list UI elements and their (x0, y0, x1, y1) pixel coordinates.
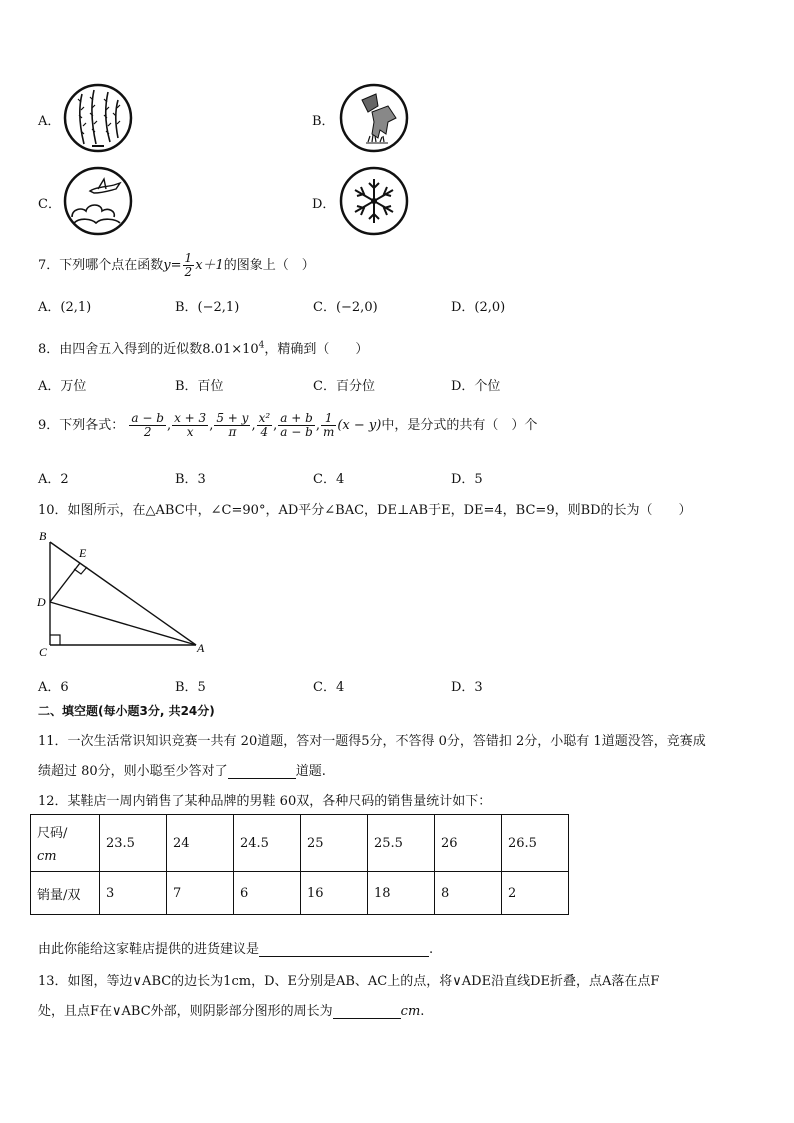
goose-over-clouds-icon (62, 165, 134, 241)
table-cell: 16 (301, 872, 368, 915)
table-cell: 26.5 (502, 815, 569, 872)
question-10: 10．如图所示，在△ABC中，∠C=90°，AD平分∠BAC，DE⊥AB于E，DE=4，BC=9，则BD的长为（ ） (38, 503, 692, 518)
q9-option-d: D．5 (451, 472, 483, 487)
umbrella-figure-icon (338, 82, 410, 158)
table-cell: 7 (167, 872, 234, 915)
point-c-label: C (39, 645, 48, 658)
size-header-cell: 尺码/ cm (31, 815, 100, 872)
question-12: 12．某鞋店一周内销售了某种品牌的男鞋 60双，各种尺码的销售量统计如下： (38, 794, 492, 809)
q7-option-d: D．(2,0) (451, 300, 506, 315)
question-11-line1: 11．一次生活常识知识竞赛一共有 20道题，答对一题得5分，不答得 0分，答错扣 2分，小聪有 1道题没答，竞赛成 (38, 734, 706, 749)
q7-option-b: B．(−2,1) (175, 300, 240, 315)
size-sales-table (30, 814, 569, 915)
table-cell: 8 (435, 872, 502, 915)
q10-option-b: B．5 (175, 680, 206, 695)
q10-option-c: C．4 (313, 680, 345, 695)
table-cell: 3 (100, 872, 167, 915)
q8-option-a: A．万位 (38, 379, 87, 394)
snowflake-icon (338, 165, 410, 241)
table-cell: 26 (435, 815, 502, 872)
table-cell: 25 (301, 815, 368, 872)
q8-option-b: B．百位 (175, 379, 224, 394)
table-row (31, 815, 569, 872)
question-8: 8．由四舍五入得到的近似数$8.01\times 10^4$，精确到（ ） (38, 340, 369, 357)
option-b-label: B． (312, 114, 335, 129)
question-11-line2: 绩超过 80分，则小聪至少答对了 道题. (38, 764, 326, 779)
option-d-label: D． (312, 197, 336, 212)
q7-option-a: A．(2,1) (38, 300, 92, 315)
question-9: 9．下列各式： $\frac{a - b}{2}$ , $\frac{x + 3}{x}$ , $\frac{5 + y}{\pi}$ , $\frac{\text{x²}}{4}$ , $\frac{a + b}{a - b}$ , $\frac{1}{m}$ (x − y)中，是分式的共有（ ）个 (38, 411, 538, 439)
q7-option-c: C．(−2,0) (313, 300, 378, 315)
table-cell: 24.5 (234, 815, 301, 872)
table-cell: 25.5 (368, 815, 435, 872)
question-7: 7．下列哪个点在函数y= $\frac{1}{2}$ x＋1的图象上（ ） (38, 251, 315, 279)
q9-option-a: A．2 (38, 472, 69, 487)
option-a-label: A． (38, 114, 61, 129)
section-heading: 二、填空题(每小题3分, 共24分) (38, 704, 215, 718)
table-row (31, 872, 569, 915)
table-cell: 24 (167, 815, 234, 872)
q8-option-c: C．百分位 (313, 379, 375, 394)
question-13-line2: 处，且点F在∨ABC外部，则阴影部分图形的周长为 cm. (38, 1004, 425, 1019)
q9-option-b: B．3 (175, 472, 206, 487)
point-b-label: B (39, 529, 47, 543)
willow-branches-icon (62, 82, 134, 158)
q10-option-d: D．3 (451, 680, 483, 695)
table-cell: 18 (368, 872, 435, 915)
question-13-line1: 13．如图，等边∨ABC的边长为1cm，D、E分别是AB、AC上的点，将∨ADE沿直线DE折叠，点A落在点F (38, 974, 660, 989)
count-header-cell: 销量/双 (31, 872, 100, 915)
q9-option-c: C．4 (313, 472, 345, 487)
triangle-diagram (34, 528, 214, 658)
q8-option-d: D．个位 (451, 379, 501, 394)
option-c-label: C． (38, 197, 61, 212)
point-a-label: A (197, 641, 205, 655)
table-cell: 6 (234, 872, 301, 915)
question-12-suggestion: 由此你能给这家鞋店提供的进货建议是 . (38, 942, 434, 957)
point-d-label: D (37, 595, 46, 609)
q10-option-a: A．6 (38, 680, 69, 695)
point-e-label: E (79, 546, 87, 560)
table-cell: 23.5 (100, 815, 167, 872)
table-cell: 2 (502, 872, 569, 915)
